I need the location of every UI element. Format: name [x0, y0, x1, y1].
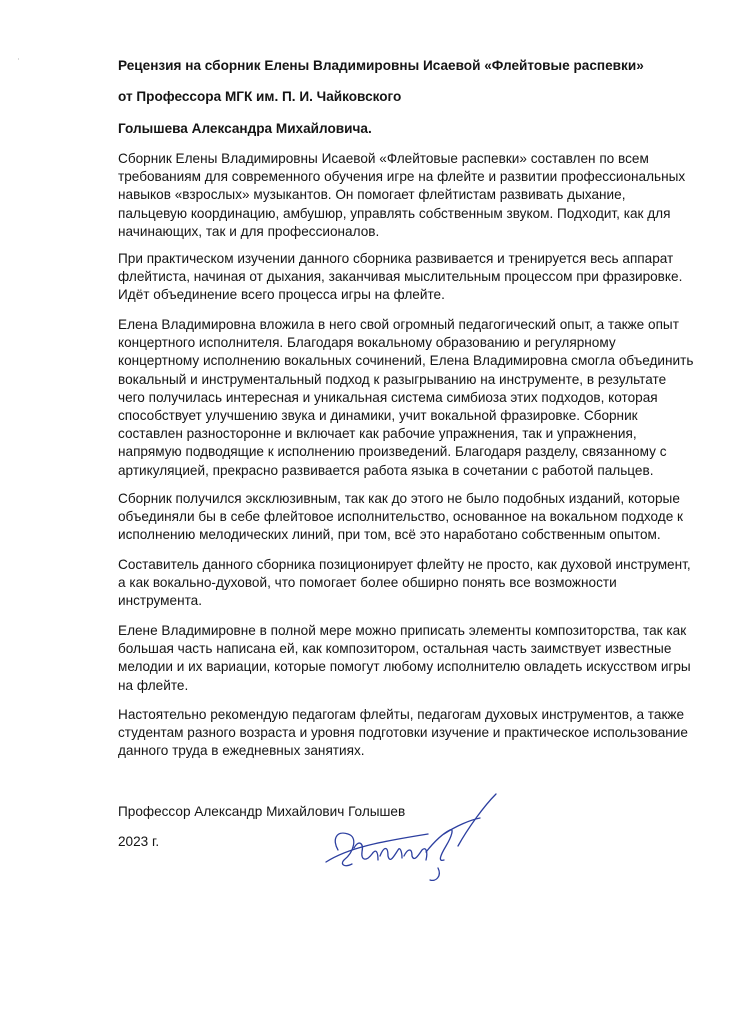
text-line: Елена Владимировна вложила в него свой огромный педагогический опыт, а также опыт: [118, 317, 679, 332]
text-line: данного труда в ежедневных занятиях.: [118, 743, 365, 759]
text-line: Сборник получился эксклюзивным, так как до этого не было подобных изданий, которые: [118, 491, 680, 506]
handwritten-signature: [318, 790, 508, 890]
paragraph-2: [118, 250, 698, 305]
scan-artifact: [18, 58, 19, 60]
text-line: напрямую подводящие к исполнению произведений. Благодаря разделу, связанному с: [118, 444, 667, 460]
paragraph-7: [118, 706, 698, 761]
text-line: Настоятельно рекомендую педагогам флейты, педагогам духовых инструментов, а также: [118, 707, 685, 722]
review-author-name: Голышева Александра Михайловича.: [118, 121, 372, 136]
text-line: требованиям для современного обучения игре на флейте и развитии профессиональных: [118, 169, 686, 185]
text-line: Идёт объединение всего процесса игры на флейте.: [118, 287, 445, 303]
text-line: Составитель данного сборника позиционирует флейту не просто, как духовой инструмент,: [118, 557, 691, 572]
paragraph-4: [118, 490, 698, 545]
text-line: инструмента.: [118, 593, 202, 609]
text-line: способствует улучшению звука и динамики, учит вокальной фразировке. Сборник: [118, 408, 638, 424]
paragraph-5: [118, 556, 698, 611]
review-title: Рецензия на сборник Елены Владимировны Исаевой «Флейтовые распевки»: [118, 58, 644, 73]
text-line: навыков «взрослых» музыкантов. Он помогает флейтистам развивать дыхание,: [118, 187, 626, 203]
text-line: вокальный и инструментальный подход к разыгрыванию на инструменте, в результате: [118, 371, 667, 387]
text-line: Елене Владимировне в полной мере можно приписать элементы композиторства, так как: [118, 623, 687, 638]
text-line: начинающих, так и для профессионалов.: [118, 223, 380, 239]
signatory-name: Профессор Александр Михайлович Голышев: [118, 804, 406, 819]
text-line: пальцевую координацию, амбушюр, управлять собственным звуком. Подходит, как для: [118, 205, 671, 221]
text-line: на флейте.: [118, 677, 189, 693]
paragraph-3: [118, 316, 698, 480]
text-line: мелодии и их вариации, которые помогут любому исполнителю овладеть искусством игры: [118, 659, 691, 675]
paragraph-6: [118, 622, 698, 695]
text-line: При практическом изучении данного сборника развивается и тренируется весь аппарат: [118, 251, 674, 266]
text-line: концертному исполнению вокальных сочинений, Елена Владимировна смогла объединить: [118, 353, 694, 369]
text-line: объединяли бы в себе флейтовое исполнительство, основанное на вокальном подходе к: [118, 509, 683, 525]
text-line: а как вокально-духовой, что помогает более обширно понять все возможности: [118, 575, 617, 591]
text-line: Сборник Елены Владимировны Исаевой «Флейтовые распевки» составлен по всем: [118, 151, 649, 166]
text-line: чего получилась интересная и уникальная система симбиоза этих подходов, которая: [118, 389, 658, 405]
paragraph-1: [118, 150, 698, 241]
text-line: исполнению мелодических линий, при том, всё это наработано собственным опытом.: [118, 527, 661, 543]
text-line: большая часть написана ей, как композитором, остальная часть заимствует известные: [118, 641, 672, 657]
document-year: 2023 г.: [118, 834, 160, 849]
text-line: флейтиста, начиная от дыхания, заканчивая мыслительным процессом при фразировке.: [118, 269, 683, 285]
text-line: концертного исполнителя. Благодаря вокальному образованию и регулярному: [118, 335, 616, 351]
text-line: артикуляцией, прекрасно развивается работа языка в сочетании с работой пальцев.: [118, 462, 654, 478]
text-line: составлен разносторонне и включает как рабочие упражнения, так и упражнения,: [118, 426, 637, 442]
text-line: студентам разного возраста и уровня подготовки изучение и практическое использование: [118, 725, 688, 741]
review-author-affiliation: от Профессора МГК им. П. И. Чайковского: [118, 89, 402, 104]
